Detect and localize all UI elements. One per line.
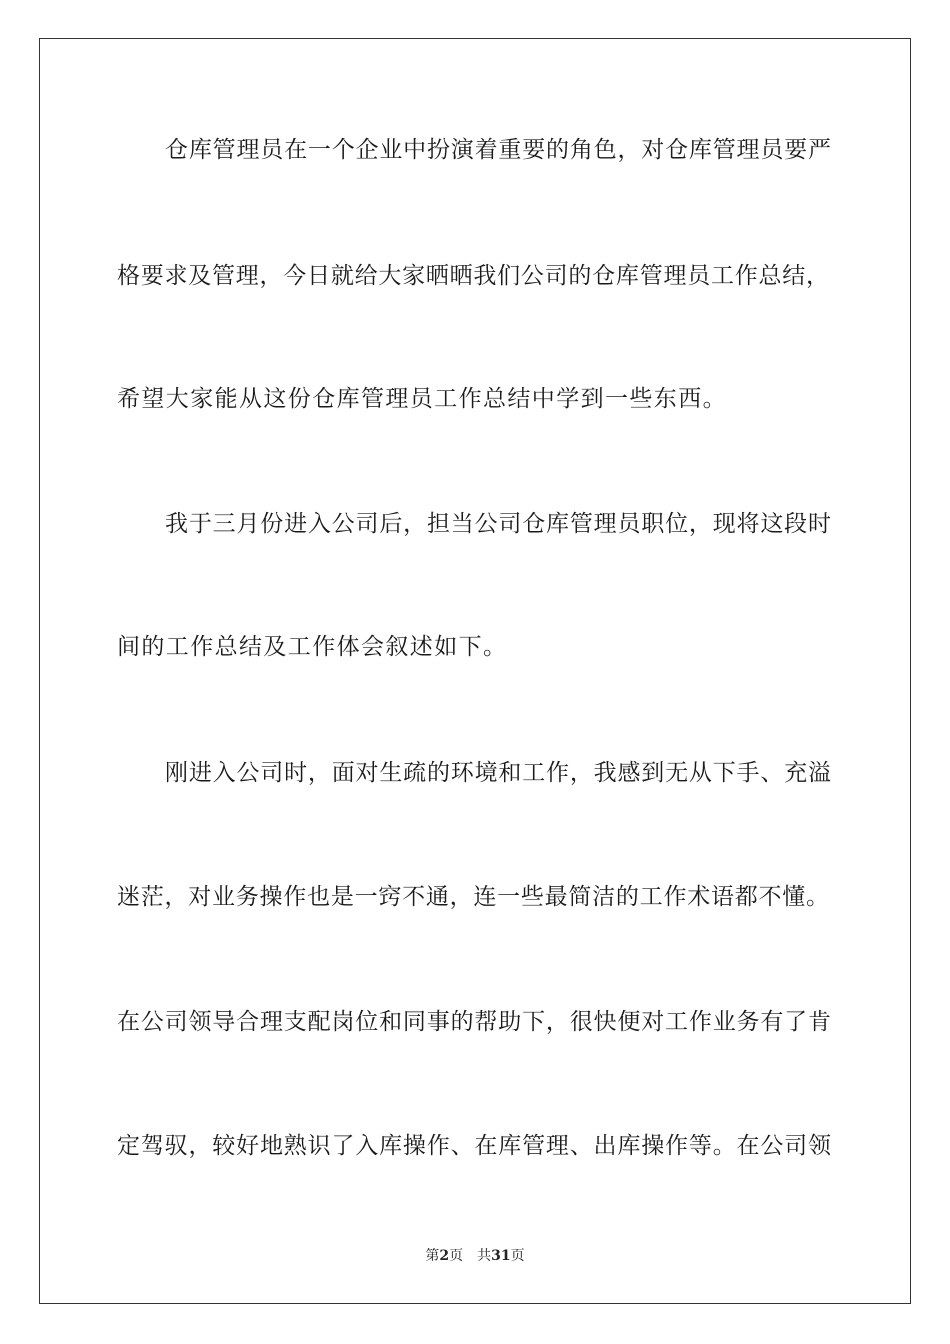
paragraph-3-line-3: 在公司领导合理支配岗位和同事的帮助下，很快便对工作业务有了肯 xyxy=(117,1009,831,1035)
total-pages: 31 xyxy=(491,1248,511,1264)
paragraph-2-line-2: 间的工作总结及工作体会叙述如下。 xyxy=(117,634,508,660)
page-border xyxy=(39,38,911,1304)
page-number: 2 xyxy=(439,1248,450,1264)
page-suffix: 页 xyxy=(449,1248,464,1264)
paragraph-3-line-2: 迷茫，对业务操作也是一窍不通，连一些最简洁的工作术语都不懂。 xyxy=(117,884,829,910)
paragraph-1-line-1: 仓库管理员在一个企业中扮演着重要的角色，对仓库管理员要严 xyxy=(165,137,831,163)
paragraph-2-line-1: 我于三月份进入公司后，担当公司仓库管理员职位，现将这段时 xyxy=(165,511,831,537)
paragraph-1-line-3: 希望大家能从这份仓库管理员工作总结中学到一些东西。 xyxy=(117,386,727,412)
paragraph-3-line-4: 定驾驭，较好地熟识了入库操作、在库管理、出库操作等。在公司领 xyxy=(117,1133,831,1159)
total-prefix: 共 xyxy=(477,1248,492,1264)
page-footer xyxy=(0,1247,950,1265)
paragraph-3-line-1: 刚进入公司时，面对生疏的环境和工作，我感到无从下手、充溢 xyxy=(165,760,831,786)
total-suffix: 页 xyxy=(510,1248,525,1264)
paragraph-1-line-2: 格要求及管理，今日就给大家晒晒我们公司的仓库管理员工作总结， xyxy=(117,263,829,289)
page-prefix: 第 xyxy=(425,1248,440,1264)
